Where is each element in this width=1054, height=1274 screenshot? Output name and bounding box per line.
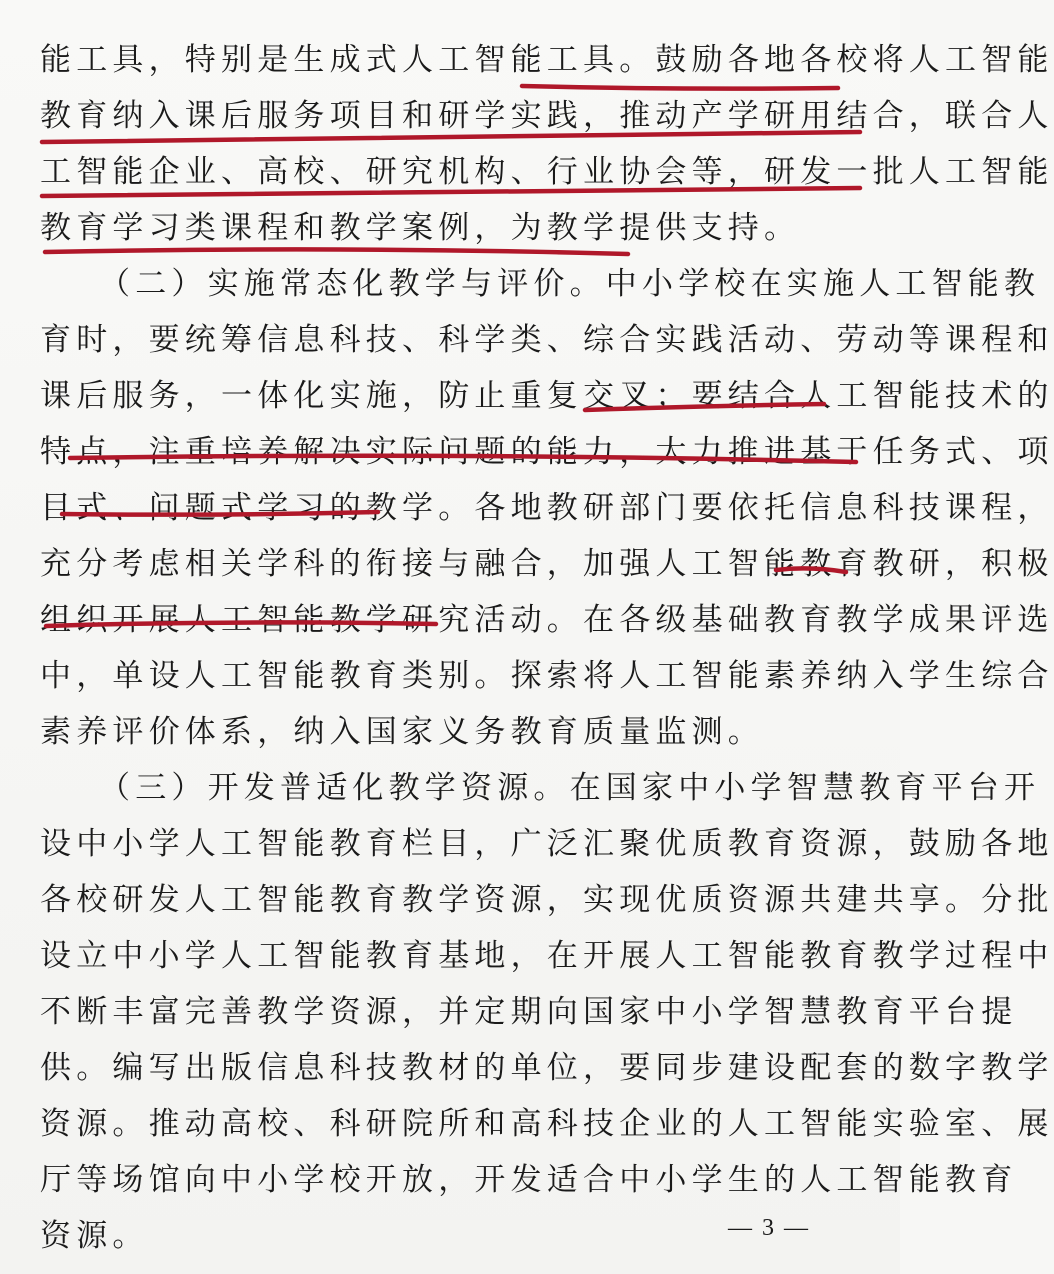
text-line: 不断丰富完善教学资源，并定期向国家中小学智慧教育平台提 [40,994,1018,1030]
text-line: 工智能企业、高校、研究机构、行业协会等，研发一批人工智能 [40,154,1054,190]
page-number: — 3 — [728,1215,810,1241]
text-line: 各校研发人工智能教育教学资源，实现优质资源共建共享。分批 [40,882,1054,918]
underline-mark [522,86,838,89]
text-line: 育时，要统筹信息科技、科学类、综合实践活动、劳动等课程和 [40,322,1054,358]
section-heading-line: （二）实施常态化教学与评价。中小学校在实施人工智能教 [99,266,1041,302]
text-line: 教育纳入课后服务项目和研学实践，推动产学研用结合，联合人 [40,98,1054,134]
text-line: 资源。推动高校、科研院所和高科技企业的人工智能实验室、展 [40,1106,1054,1142]
section-heading-line: （三）开发普适化教学资源。在国家中小学智慧教育平台开 [99,770,1041,806]
text-line: 设立中小学人工智能教育基地，在开展人工智能教育教学过程中 [40,938,1054,974]
text-line: 特点，注重培养解决实际问题的能力，大力推进基于任务式、项 [40,434,1054,470]
text-line: 能工具，特别是生成式人工智能工具。鼓励各地各校将人工智能 [40,42,1054,78]
text-line: 课后服务，一体化实施，防止重复交叉；要结合人工智能技术的 [40,378,1054,414]
text-line: 目式、问题式学习的教学。各地教研部门要依托信息科技课程， [40,490,1054,526]
text-line: 厅等场馆向中小学校开放，开发适合中小学生的人工智能教育 [40,1162,1018,1198]
text-line: 素养评价体系，纳入国家义务教育质量监测。 [40,714,764,750]
underline-mark [45,249,628,254]
text-line: 设中小学人工智能教育栏目，广泛汇聚优质教育资源，鼓励各地 [40,826,1054,862]
text-line: 组织开展人工智能教学研究活动。在各级基础教育教学成果评选 [40,602,1054,638]
text-line: 供。编写出版信息科技教材的单位，要同步建设配套的数字教学 [40,1050,1054,1086]
text-line: 教育学习类课程和教学案例，为教学提供支持。 [40,210,801,246]
text-line: 资源。 [40,1218,149,1254]
text-line: 充分考虑相关学科的衔接与融合，加强人工智能教育教研，积极 [40,546,1054,582]
text-line: 中，单设人工智能教育类别。探索将人工智能素养纳入学生综合 [40,658,1054,694]
